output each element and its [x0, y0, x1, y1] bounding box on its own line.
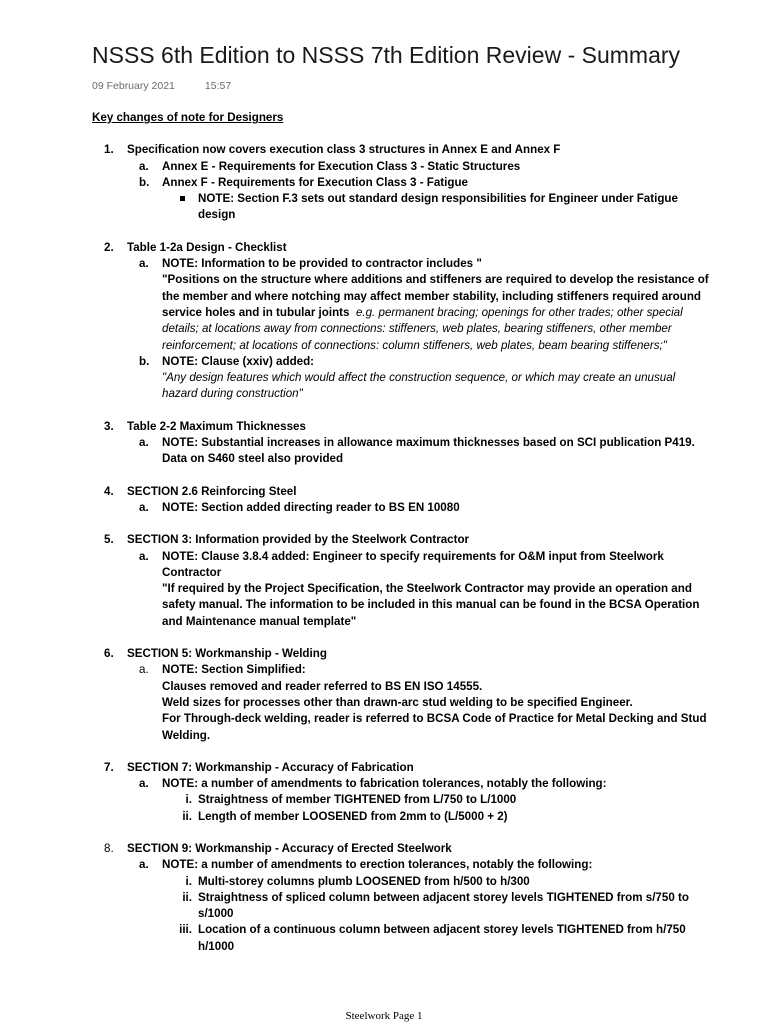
- sub-item: [127, 175, 712, 224]
- sub-item-letter: a.: [139, 159, 149, 173]
- roman-item: [162, 792, 712, 808]
- page-time: 15:57: [204, 80, 232, 92]
- item-1: [92, 142, 712, 223]
- roman-numeral: i.: [185, 874, 192, 888]
- item-number: 7.: [104, 760, 114, 774]
- item-number: 1.: [104, 143, 114, 157]
- item-2: [92, 240, 712, 403]
- item-number: 4.: [104, 484, 114, 498]
- sub-item: [127, 549, 712, 630]
- page-content: [92, 110, 712, 955]
- sub-item-text: NOTE: a number of amendments to fabrication tolerances, notably the following:: [162, 777, 607, 791]
- item-title: SECTION 2.6 Reinforcing Steel: [127, 484, 297, 498]
- roman-numeral: i.: [185, 793, 192, 807]
- roman-item: [162, 922, 712, 955]
- item-5: [92, 532, 712, 630]
- item-title: Table 2-2 Maximum Thicknesses: [127, 419, 306, 433]
- sub-item-text: NOTE: Section added directing reader to BS EN 10080: [162, 500, 460, 514]
- item-3: [92, 419, 712, 468]
- sub-item-text: NOTE: Clause 3.8.4 added: Engineer to specify requirements for O&M input from Steelwork Contractor: [162, 549, 664, 579]
- roman-item-text: Multi-storey columns plumb LOOSENED from h/500 to h/300: [198, 874, 530, 888]
- page-date: 09 February 2021: [92, 80, 175, 92]
- sub-item-text: NOTE: Information to be provided to contractor includes ": [162, 257, 482, 271]
- quoted-text: "If required by the Project Specification, the Steelwork Contractor may provide an operation and safety manual. The information to be included in this manual can be found in the BCSA Operation and Maintenance manual template": [162, 582, 700, 628]
- sub-item-text: NOTE: Substantial increases in allowance maximum thicknesses based on SCI publication P419. Data on S460 steel also provided: [162, 436, 695, 466]
- page-footer: Steelwork Page 1: [345, 1010, 423, 1022]
- sub-item-letter: a.: [139, 777, 149, 791]
- sub-item: [127, 159, 712, 175]
- sub-item-text: Annex E - Requirements for Execution Class 3 - Static Structures: [162, 159, 521, 173]
- item-title: SECTION 5: Workmanship - Welding: [127, 647, 327, 661]
- sub-item-text: Annex F - Requirements for Execution Class 3 - Fatigue: [162, 175, 469, 189]
- sub-item: [127, 662, 712, 743]
- sub-item: [127, 354, 712, 403]
- sub-item-letter: b.: [139, 175, 150, 189]
- item-number: 2.: [104, 240, 114, 254]
- roman-item-text: Straightness of member TIGHTENED from L/750 to L/1000: [198, 793, 517, 807]
- sub-item-letter: a.: [139, 500, 149, 514]
- roman-item: [162, 874, 712, 890]
- item-title: Specification now covers execution class 3 structures in Annex E and Annex F: [127, 143, 561, 157]
- page-title: NSSS 6th Edition to NSSS 7th Edition Review - Summary: [92, 42, 681, 68]
- item-6: [92, 646, 712, 744]
- roman-numeral: ii.: [182, 809, 192, 823]
- sub-item: [127, 776, 712, 825]
- sub-item-letter: a.: [139, 663, 149, 677]
- detail-line: Weld sizes for processes other than drawn-arc stud welding to be specified Engineer.: [162, 695, 633, 709]
- item-title: SECTION 3: Information provided by the Steelwork Contractor: [127, 533, 470, 547]
- sub-item: [127, 857, 712, 955]
- item-4: [92, 484, 712, 517]
- item-8: [92, 841, 712, 955]
- item-number: 3.: [104, 419, 114, 433]
- roman-numeral: iii.: [179, 923, 192, 937]
- item-title: Table 1-2a Design - Checklist: [127, 240, 287, 254]
- item-7: [92, 760, 712, 825]
- square-bullet-icon: [180, 196, 185, 201]
- quoted-text: "Any design features which would affect the construction sequence, or which may create an unusual hazard during construction": [162, 371, 676, 401]
- roman-item-text: Straightness of spliced column between adjacent storey levels TIGHTENED from s/750 to s/1000: [198, 890, 689, 921]
- detail-line: For Through-deck welding, reader is referred to BCSA Code of Practice for Metal Decking and Stud Welding.: [162, 712, 707, 742]
- sub-item-text: NOTE: a number of amendments to erection tolerances, notably the following:: [162, 858, 593, 872]
- page-metadata: [92, 80, 231, 92]
- sub-item: [127, 256, 712, 354]
- quoted-text: [162, 272, 712, 353]
- item-number: 5.: [104, 533, 114, 547]
- sub-item-text: NOTE: Section Simplified:: [162, 663, 306, 677]
- bullet-note: [162, 191, 712, 224]
- sub-item-text: NOTE: Clause (xxiv) added:: [162, 354, 315, 368]
- item-number: 6.: [104, 647, 114, 661]
- roman-item: [162, 890, 712, 923]
- bullet-text: NOTE: Section F.3 sets out standard design responsibilities for Engineer under Fatigue design: [198, 192, 678, 222]
- roman-item: [162, 809, 712, 825]
- item-title: SECTION 9: Workmanship - Accuracy of Erected Steelwork: [127, 841, 452, 855]
- sub-item: [127, 500, 712, 516]
- quote-part-italic: e.g. permanent bracing; openings for other trades; other special details; at locations away from connections: stiffeners, web plates, bearing stiffeners, other member reinforcement; at locations of connections: column stiffeners, web plates, beam bearing stiffeners;": [162, 305, 683, 352]
- sub-item: [127, 435, 712, 468]
- roman-item-text: Length of member LOOSENED from 2mm to (L/5000 + 2): [198, 809, 508, 823]
- item-number: 8.: [104, 841, 114, 855]
- roman-item-text: Location of a continuous column between adjacent storey levels TIGHTENED from h/750 h/1000: [198, 923, 686, 953]
- roman-numeral: ii.: [182, 890, 192, 904]
- sub-item-letter: a.: [139, 858, 149, 872]
- detail-line: Clauses removed and reader referred to BS EN ISO 14555.: [162, 679, 483, 693]
- sub-item-letter: a.: [139, 549, 149, 563]
- sub-item-letter: a.: [139, 436, 149, 450]
- quote-part: "Positions on the structure where additions and stiffeners are required to develop the resistance of the member and where notching may affect member stability, including stiffeners required around service holes and in tubular joints: [162, 273, 709, 319]
- sub-item-letter: a.: [139, 257, 149, 271]
- item-title: SECTION 7: Workmanship - Accuracy of Fabrication: [127, 760, 414, 774]
- section-heading: Key changes of note for Designers: [92, 111, 284, 124]
- sub-item-letter: b.: [139, 354, 150, 368]
